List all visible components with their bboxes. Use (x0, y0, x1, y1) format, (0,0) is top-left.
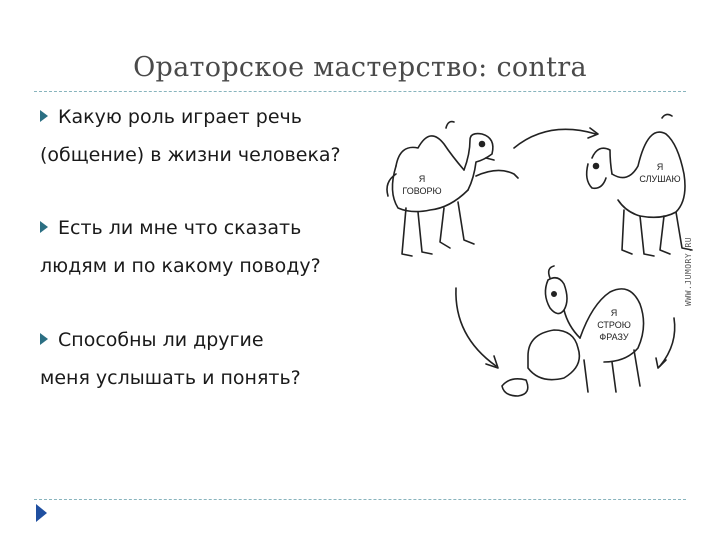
bullet-arrow-icon (40, 221, 48, 233)
slide-title: Ораторское мастерство: contra (133, 52, 587, 83)
bullet-arrow-icon (40, 333, 48, 345)
bullet-item-2 (40, 209, 400, 285)
label-phrase-2: СТРОЮ (597, 320, 631, 330)
bullet-2-line-2: людям и по какому поводу? (40, 255, 321, 277)
bullet-item-1 (40, 98, 400, 174)
thinking-camel-icon (502, 266, 644, 396)
label-listening-2: СЛУШАЮ (639, 174, 681, 184)
bullet-2-line-1: Есть ли мне что сказать (58, 217, 302, 239)
cycle-arrow-right (660, 318, 675, 366)
footer-divider (34, 499, 686, 500)
bullet-arrow-icon (40, 110, 48, 122)
label-listening-1: Я (656, 162, 664, 172)
cycle-arrow-top (514, 129, 596, 148)
cycle-arrow-left (456, 288, 496, 366)
watermark-text: WWW.JUMORY.RU (684, 236, 693, 306)
label-speaking-2: ГОВОРЮ (402, 186, 442, 196)
bullet-item-3 (40, 321, 400, 397)
bullet-1-line-2: (общение) в жизни человека? (40, 144, 341, 166)
listening-camel-icon (587, 114, 692, 256)
bullet-3-line-2: меня услышать и понять? (40, 367, 301, 389)
next-slide-arrow-icon[interactable] (36, 504, 47, 522)
label-phrase-3: ФРАЗУ (599, 332, 629, 342)
bullet-1-line-1: Какую роль играет речь (58, 106, 302, 128)
label-phrase-1: Я (610, 308, 618, 318)
bullet-3-line-1: Способны ли другие (58, 329, 264, 351)
title-divider (34, 91, 686, 92)
label-speaking-1: Я (418, 174, 426, 184)
camels-cartoon-illustration (378, 104, 696, 404)
